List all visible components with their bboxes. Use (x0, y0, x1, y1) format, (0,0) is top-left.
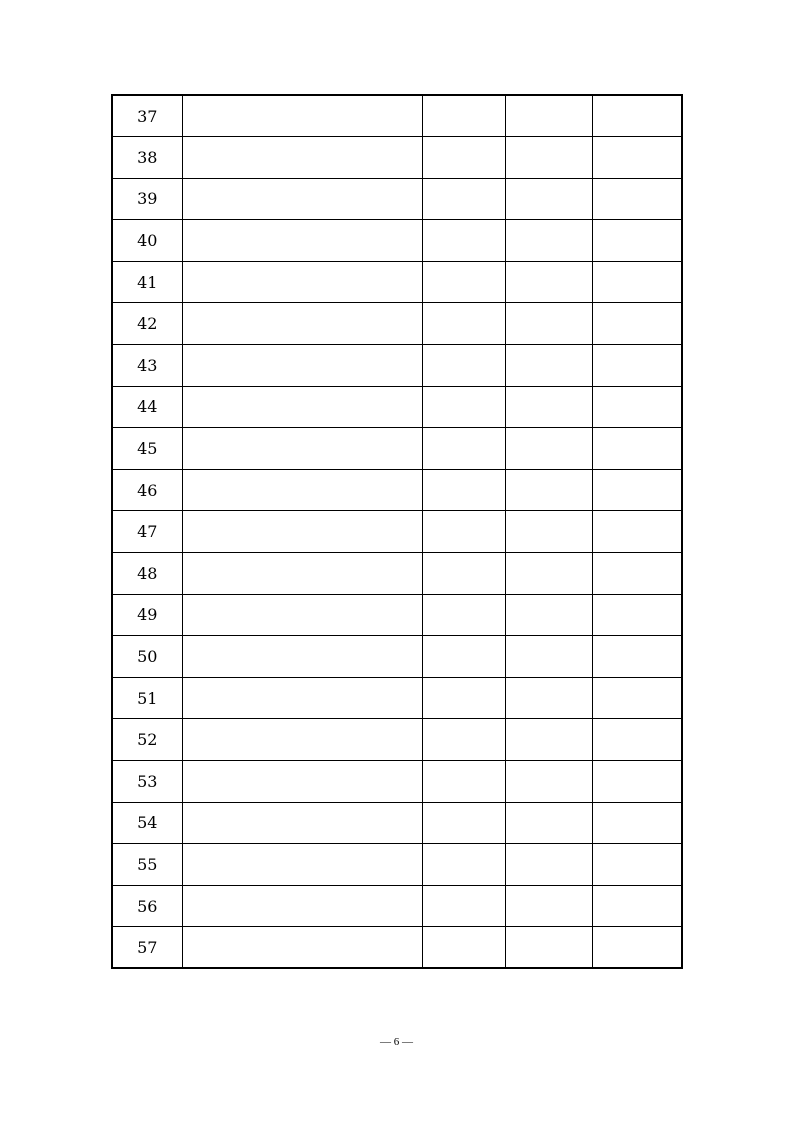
table-cell (182, 95, 422, 137)
table-cell (505, 553, 592, 595)
table-cell (182, 511, 422, 553)
table-row (112, 345, 682, 387)
row-number-cell: 57 (112, 927, 182, 969)
table-cell (505, 386, 592, 428)
table-row (112, 677, 682, 719)
table-cell (505, 719, 592, 761)
table-body (112, 95, 682, 968)
row-number-cell: 46 (112, 469, 182, 511)
row-number-cell: 50 (112, 636, 182, 678)
row-number-cell: 40 (112, 220, 182, 262)
table-cell (422, 594, 505, 636)
table-cell (505, 844, 592, 886)
table-cell (422, 303, 505, 345)
table-row (112, 885, 682, 927)
table-row (112, 802, 682, 844)
table-cell (182, 261, 422, 303)
table-cell (505, 802, 592, 844)
table-cell (505, 261, 592, 303)
table-cell (505, 303, 592, 345)
table-cell (505, 178, 592, 220)
table-cell (592, 885, 682, 927)
table-cell (182, 386, 422, 428)
table-cell (422, 802, 505, 844)
table-cell (422, 927, 505, 969)
row-number-cell: 51 (112, 677, 182, 719)
table-cell (592, 178, 682, 220)
table-cell (182, 927, 422, 969)
table-cell (592, 677, 682, 719)
row-number-cell: 42 (112, 303, 182, 345)
table-cell (422, 220, 505, 262)
table-cell (182, 345, 422, 387)
table-cell (422, 511, 505, 553)
table-cell (592, 511, 682, 553)
table-cell (422, 386, 505, 428)
row-number-cell: 52 (112, 719, 182, 761)
table-cell (422, 345, 505, 387)
table-row (112, 303, 682, 345)
row-number-cell: 37 (112, 95, 182, 137)
table-cell (505, 137, 592, 179)
table-cell (422, 137, 505, 179)
table-row (112, 137, 682, 179)
table-cell (182, 303, 422, 345)
table-row (112, 261, 682, 303)
form-table (111, 94, 683, 969)
table-cell (422, 636, 505, 678)
table-cell (505, 428, 592, 470)
table-cell (592, 719, 682, 761)
row-number-cell: 41 (112, 261, 182, 303)
table-cell (505, 95, 592, 137)
row-number-cell: 56 (112, 885, 182, 927)
row-number-cell: 55 (112, 844, 182, 886)
table-cell (422, 885, 505, 927)
table-cell (592, 303, 682, 345)
table-cell (592, 553, 682, 595)
table-cell (505, 885, 592, 927)
table-row (112, 220, 682, 262)
table-cell (592, 927, 682, 969)
table-cell (422, 761, 505, 803)
table-cell (505, 636, 592, 678)
table-row (112, 469, 682, 511)
table-cell (182, 802, 422, 844)
table-cell (182, 178, 422, 220)
row-number-cell: 43 (112, 345, 182, 387)
table-row (112, 553, 682, 595)
table-cell (182, 885, 422, 927)
table-cell (182, 428, 422, 470)
table-cell (422, 428, 505, 470)
table-row (112, 428, 682, 470)
table-cell (592, 386, 682, 428)
table-cell (422, 469, 505, 511)
table-cell (182, 469, 422, 511)
table-cell (592, 469, 682, 511)
table-cell (422, 844, 505, 886)
table-cell (592, 636, 682, 678)
row-number-cell: 47 (112, 511, 182, 553)
table-cell (592, 261, 682, 303)
table-cell (182, 220, 422, 262)
row-number-cell: 44 (112, 386, 182, 428)
table-cell (592, 345, 682, 387)
row-number-cell: 53 (112, 761, 182, 803)
table-cell (182, 553, 422, 595)
table-row (112, 511, 682, 553)
table-cell (592, 802, 682, 844)
table-cell (505, 594, 592, 636)
table-row (112, 927, 682, 969)
table-row (112, 95, 682, 137)
table-row (112, 636, 682, 678)
table-cell (505, 345, 592, 387)
table-cell (422, 95, 505, 137)
table-cell (592, 428, 682, 470)
table-row (112, 844, 682, 886)
table-cell (422, 677, 505, 719)
table-cell (182, 137, 422, 179)
table-cell (182, 677, 422, 719)
table-cell (422, 553, 505, 595)
table-cell (592, 95, 682, 137)
table-cell (182, 844, 422, 886)
row-number-cell: 45 (112, 428, 182, 470)
table-row (112, 719, 682, 761)
table-row (112, 761, 682, 803)
table-cell (422, 261, 505, 303)
page-number: — 6 — (380, 1036, 413, 1048)
table-cell (592, 220, 682, 262)
table-cell (182, 594, 422, 636)
table-cell (182, 636, 422, 678)
table-cell (592, 844, 682, 886)
table-cell (422, 719, 505, 761)
table-cell (505, 677, 592, 719)
table-cell (422, 178, 505, 220)
table-cell (505, 469, 592, 511)
table-cell (505, 761, 592, 803)
table-cell (592, 594, 682, 636)
table-cell (505, 511, 592, 553)
table-cell (505, 220, 592, 262)
table-cell (182, 761, 422, 803)
row-number-cell: 49 (112, 594, 182, 636)
table-row (112, 386, 682, 428)
table-cell (592, 137, 682, 179)
table-cell (592, 761, 682, 803)
table-row (112, 178, 682, 220)
row-number-cell: 39 (112, 178, 182, 220)
row-number-cell: 54 (112, 802, 182, 844)
row-number-cell: 38 (112, 137, 182, 179)
table-row (112, 594, 682, 636)
table-cell (505, 927, 592, 969)
row-number-cell: 48 (112, 553, 182, 595)
table-cell (182, 719, 422, 761)
